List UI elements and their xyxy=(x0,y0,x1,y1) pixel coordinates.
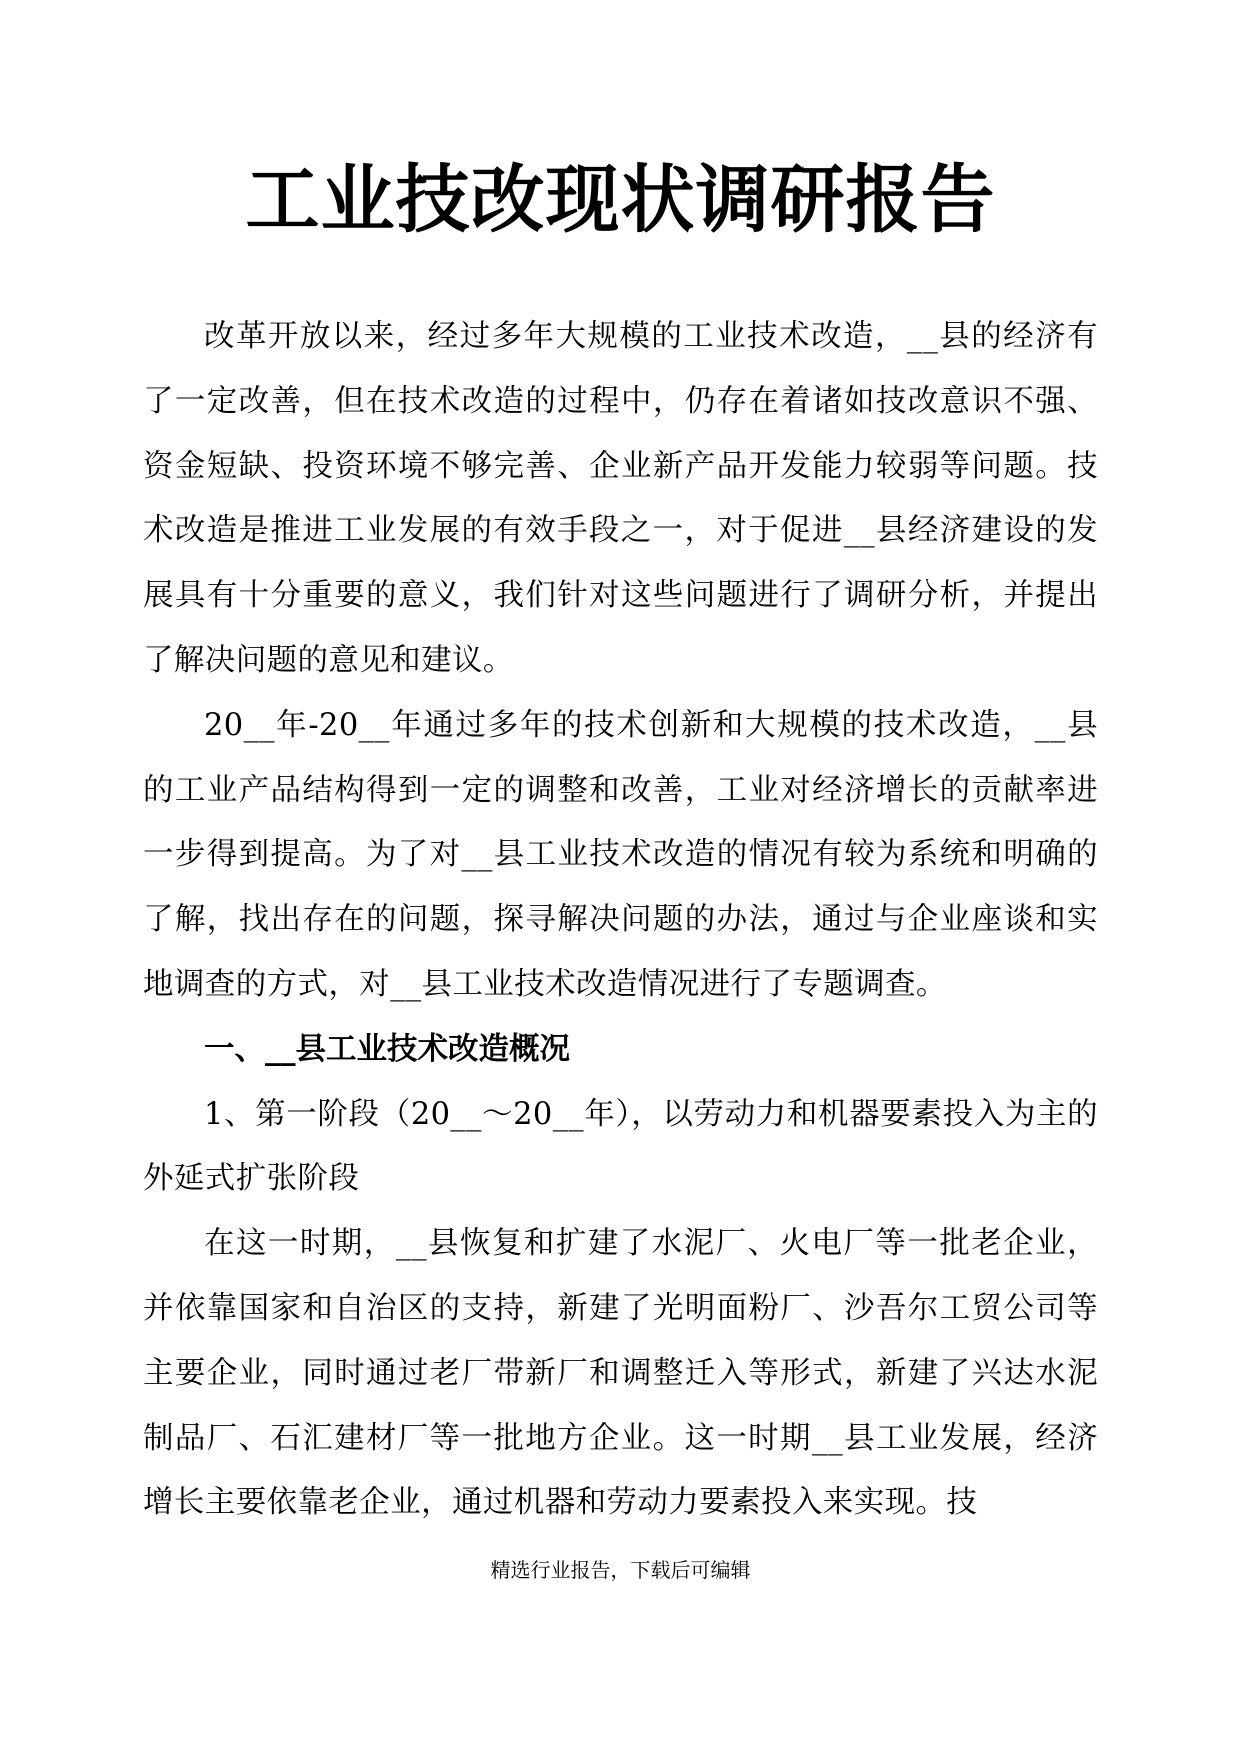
subsection-heading: 1、第一阶段（20__～20__年），以劳动力和机器要素投入为主的外延式扩张阶段 xyxy=(143,1096,1098,1197)
body-paragraph: 20__年-20__年通过多年的技术创新和大规模的技术改造，__县的工业产品结构得到一定的调整和改善，工业对经济增长的贡献率进一步得到提高。为了对__县工业技术改造的情况有较为系统和明确的了解，找出存在的问题，探寻解决问题的办法，通过与企业座谈和实地调查的方式，对__县工业技术改造情况进行了专题调查。 xyxy=(143,707,1098,1002)
document-body xyxy=(143,305,1098,1536)
page-footer: 精选行业报告，下载后可编辑 xyxy=(490,1558,751,1582)
document-title: 工业技改现状调研报告 xyxy=(245,157,996,243)
body-paragraph: 改革开放以来，经过多年大规模的工业技术改造，__县的经济有了一定改善，但在技术改造的过程中，仍存在着诸如技改意识不强、资金短缺、投资环境不够完善、企业新产品开发能力较弱等问题。技术改造是推进工业发展的有效手段之一，对于促进__县经济建设的发展具有十分重要的意义，我们针对这些问题进行了调研分析，并提出了解决问题的意见和建议。 xyxy=(143,319,1098,678)
section-heading: 一、__县工业技术改造概况 xyxy=(204,1031,570,1067)
body-paragraph: 在这一时期，__县恢复和扩建了水泥厂、火电厂等一批老企业，并依靠国家和自治区的支持，新建了光明面粉厂、沙吾尔工贸公司等主要企业，同时通过老厂带新厂和调整迁入等形式，新建了兴达水泥制品厂、石汇建材厂等一批地方企业。这一时期__县工业发展，经济增长主要依靠老企业，通过机器和劳动力要素投入来实现。技 xyxy=(143,1226,1098,1521)
